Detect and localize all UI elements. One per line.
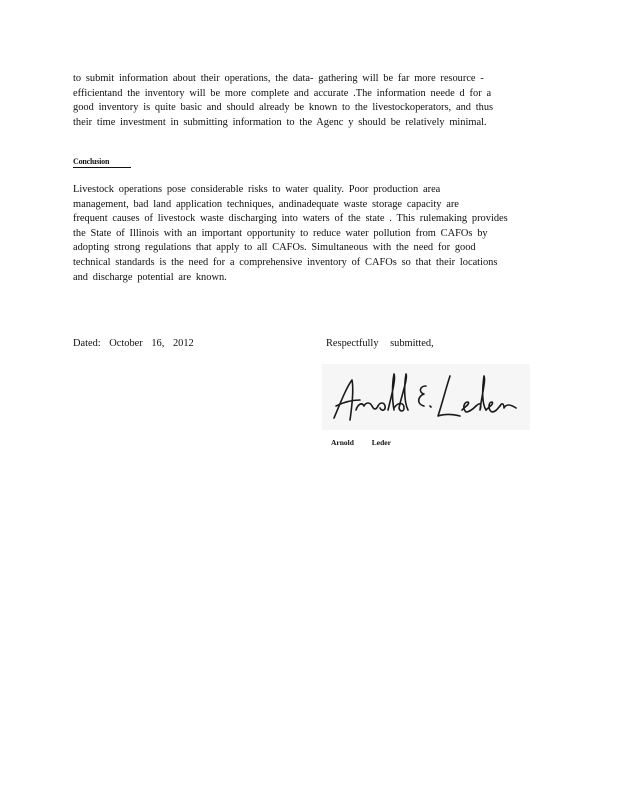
conclusion-heading: Conclusion	[73, 157, 131, 168]
text-line: adopting strong regulations that apply to all CAFOs. Simultaneous with the need for good	[73, 242, 476, 254]
text-line: good inventory is quite basic and should already be known to the livestockoperators, and thus	[73, 102, 494, 114]
text-line: frequent causes of livestock waste discharging into waters of the state . This rulemaking provides	[73, 213, 508, 225]
paragraph-continuation	[73, 72, 543, 130]
conclusion-paragraph	[73, 183, 543, 285]
closing-line: Respectfully submitted,	[326, 338, 434, 349]
text-line: efficientand the inventory will be more complete and accurate .The information neede d for a	[73, 87, 492, 99]
signature-image	[322, 364, 530, 430]
signer-name: Arnold Leder	[331, 438, 391, 447]
text-line: and discharge potential are known.	[73, 271, 227, 283]
text-line: technical standards is the need for a comprehensive inventory of CAFOs so that their locations	[73, 256, 498, 268]
text-line: the State of Illinois with an important opportunity to reduce water pollution from CAFOs by	[73, 227, 488, 239]
handwritten-signature-icon	[322, 364, 530, 430]
text-line: their time investment in submitting information to the Agenc y should be relatively minimal.	[73, 116, 487, 128]
text-line: to submit information about their operations, the data- gathering will be far more resource -	[73, 73, 484, 84]
text-line: management, bad land application techniques, andinadequate waste storage capacity are	[73, 198, 459, 210]
text-line: Livestock operations pose considerable risks to water quality. Poor production area	[73, 184, 441, 195]
date-line: Dated: October 16, 2012	[73, 338, 194, 349]
